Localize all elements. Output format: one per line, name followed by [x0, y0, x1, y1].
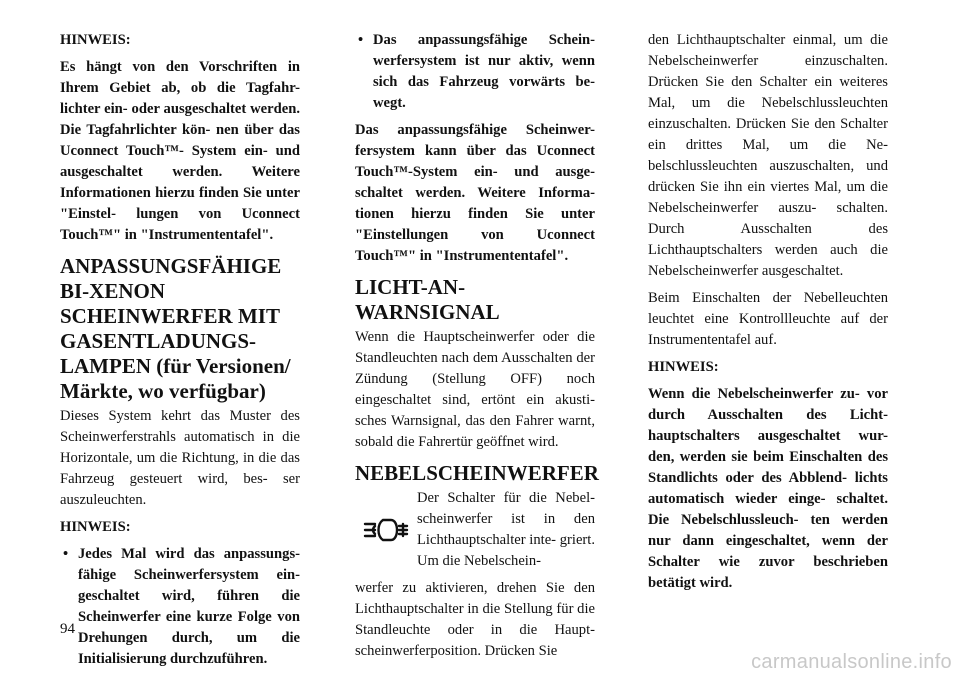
- section-heading-light-warning: LICHT-AN-WARNSIGNAL: [355, 275, 500, 324]
- fog-lamp-icon: [355, 488, 417, 572]
- note-bullet-list: [60, 544, 300, 670]
- paragraph-fog-switch: Der Schalter für die Nebel- scheinwerfer ist in den Lichthauptschalter inte- griert. Um die Nebelschein-: [417, 490, 595, 569]
- paragraph-fog-activation: werfer zu aktivieren, drehen Sie den Lichthauptschalter in die Stellung für die Standleuchte oder in die Haupt- scheinwerferposition. Drücken Sie: [355, 580, 595, 659]
- note-text-fog-reactivation: Wenn die Nebelscheinwerfer zu- vor durch Ausschalten des Licht- hauptschalters ausgeschaltet wur- den, werden sie beim Einschalten des Standlichts oder des Abblend- lichts automatisch wieder einge- schaltet. Die Nebelschlussleuch- ten werden nur dann eingeschaltet, wenn der Schalter wie zuvor beschrieben betätigt wird.: [648, 386, 888, 591]
- column-left: [60, 30, 300, 676]
- paragraph-adaptive-system: Dieses System kehrt das Muster des Scheinwerferstrahls automatisch in die Horizontale, um die Richtung, in die das Fahrzeug gesteuert wird, bes- ser auszuleuchten.: [60, 408, 300, 508]
- section-heading-fog-lamps: NEBELSCHEINWERFER: [355, 461, 599, 485]
- column-middle: [355, 30, 599, 668]
- note-label: HINWEIS:: [648, 359, 719, 375]
- note-text-uconnect: Das anpassungsfähige Scheinwer- fersystem kann über das Uconnect Touch™-System ein- und ausge- schaltet werden. Weitere Informa- tionen hierzu finden Sie unter "Einstellungen von Uconnect Touch™" in "Instrumententafel".: [355, 122, 595, 264]
- note-label: HINWEIS:: [60, 519, 131, 535]
- bullet-item: • Jedes Mal wird das anpassungs- fähige Scheinwerfersystem ein- geschaltet wird, führen die Scheinwerfer eine kurze Folge von Drehungen durch, um die Initialisierung durchzuführen.: [60, 544, 300, 670]
- column-right: [648, 30, 888, 600]
- note-text-daytime-lights: Es hängt von den Vorschriften in Ihrem Gebiet ab, ob die Tagfahr- lichter ein- oder ausgeschaltet werden. Die Tagfahrlichter kön- nen über das Uconnect Touch™- System ein- und ausgeschaltet werden. Weitere Informationen hierzu finden Sie unter "Einstel- lungen von Uconnect Touch™" in "Instrumententafel".: [60, 59, 300, 243]
- paragraph-indicator-light: Beim Einschalten der Nebelleuchten leuchtet eine Kontrollleuchte auf der Instrumententafel auf.: [648, 290, 888, 348]
- section-heading-adaptive-headlamps: ANPASSUNGSFÄHIGE BI-XENON SCHEINWERFER MIT GASENTLADUNGS-LAMPEN (für Versionen/ Märkte, wo verfügbar): [60, 254, 291, 403]
- note-label: HINWEIS:: [60, 32, 131, 48]
- watermark: carmanualsonline.info: [751, 651, 952, 673]
- paragraph-fog-operation: den Lichthauptschalter einmal, um die Nebelscheinwerfer einzuschalten. Drücken Sie den Schalter ein weiteres Mal, um die Nebelschlussleuchten einzuschalten. Drücken Sie den Schalter ein drittes Mal, um die Ne- belschlussleuchten auszuschalten, und drücken Sie ihn ein viertes Mal, um die Nebelscheinwerfer auszu- schalten. Durch Ausschalten des Lichthauptschalters werden auch die Nebelscheinwerfer ausgeschaltet.: [648, 32, 888, 279]
- bullet-item: • Das anpassungsfähige Schein- werfersystem ist nur aktiv, wenn sich das Fahrzeug vorwärts be- wegt.: [355, 30, 595, 114]
- note-bullet-list: [355, 30, 595, 114]
- paragraph-light-warning: Wenn die Hauptscheinwerfer oder die Standleuchten nach dem Ausschalten der Zündung (Stellung OFF) noch eingeschaltet sind, ertönt ein akusti- sches Warnsignal, das den Fahrer warnt, sobald die Fahrertür geöffnet wird.: [355, 329, 595, 450]
- fog-lamp-block: [355, 488, 595, 578]
- page-number: 94: [60, 621, 75, 637]
